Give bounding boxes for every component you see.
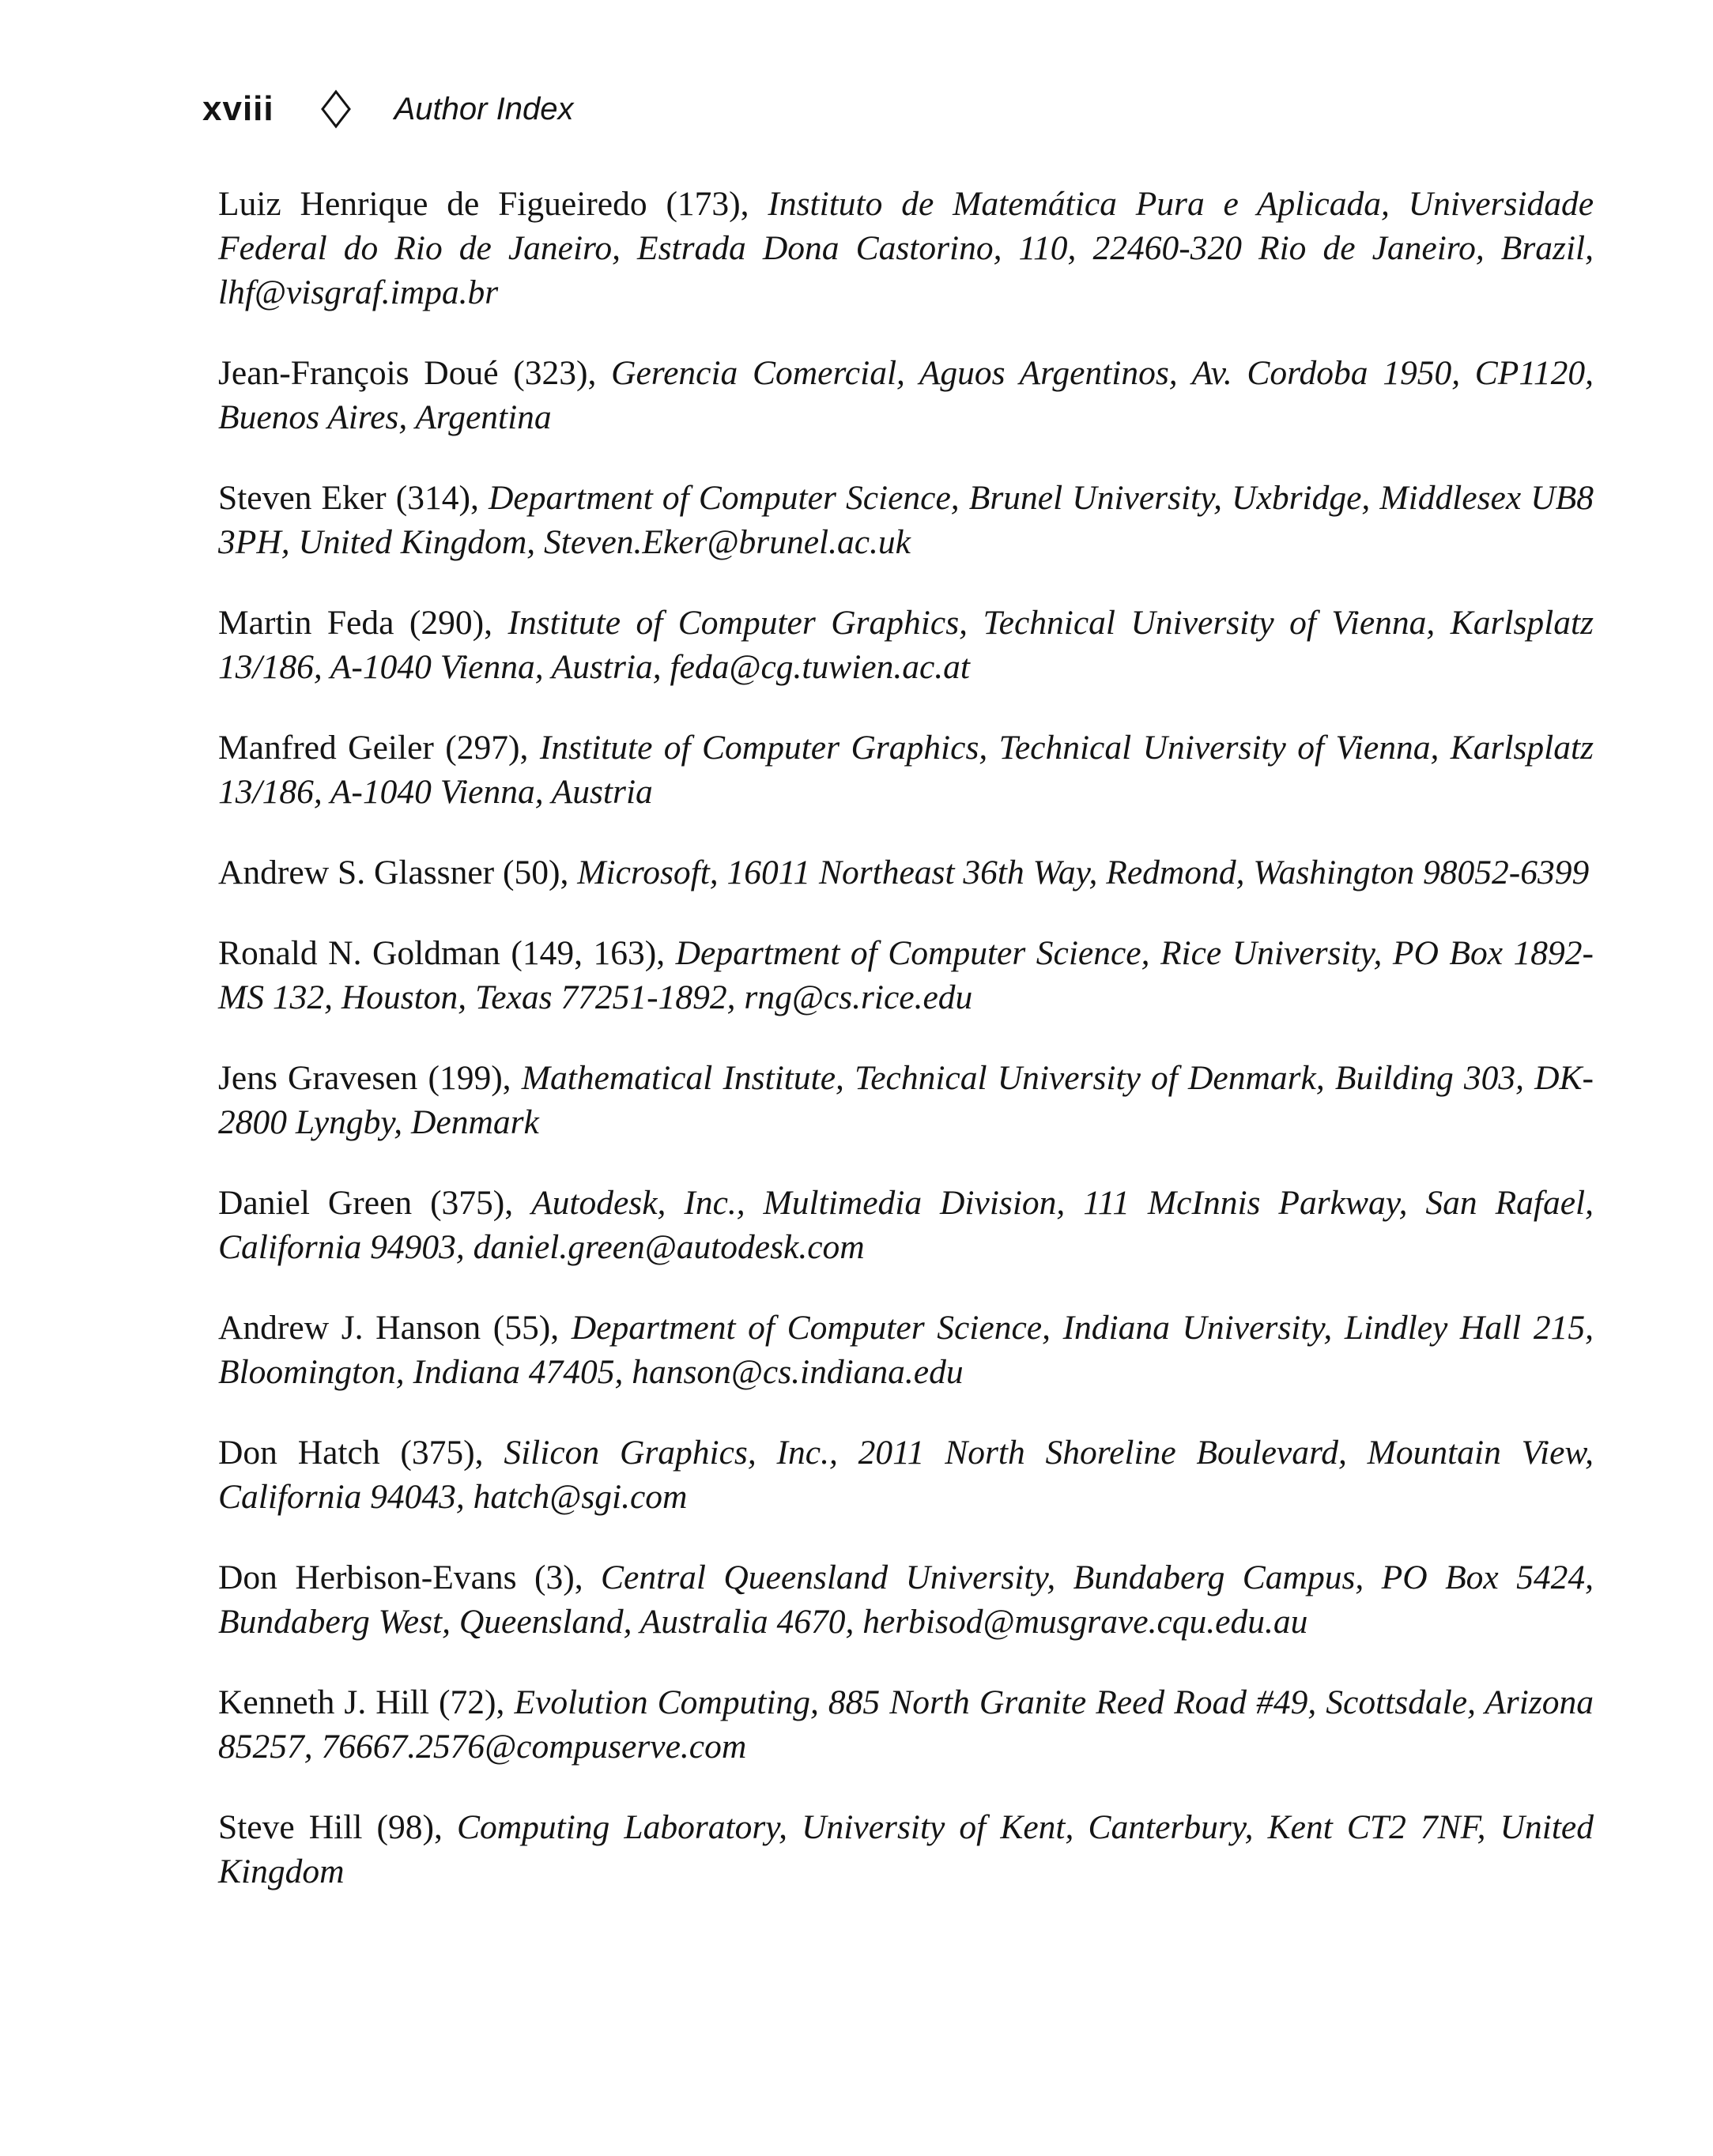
- author-affiliation: Institute of Computer Graphics, Technical University of Vienna, Karlsplatz 13/186, A-1040 Vienna, Austria: [218, 729, 1594, 811]
- author-name: Andrew J. Hanson: [218, 1309, 481, 1347]
- page-references: (323),: [513, 354, 597, 392]
- author-name: Luiz Henrique de Figueiredo: [218, 185, 647, 223]
- author-name: Don Herbison-Evans: [218, 1559, 517, 1596]
- author-affiliation: Gerencia Comercial, Aguos Argentinos, Av. Cordoba 1950, CP1120, Buenos Aires, Argentina: [218, 354, 1594, 436]
- author-affiliation: Evolution Computing, 885 North Granite Reed Road #49, Scottsdale, Arizona 85257, 76667.2576@compuserve.com: [218, 1683, 1594, 1766]
- author-name: Kenneth J. Hill: [218, 1683, 429, 1721]
- author-name: Jens Gravesen: [218, 1059, 418, 1097]
- author-affiliation: Microsoft, 16011 Northeast 36th Way, Redmond, Washington 98052-6399: [577, 854, 1590, 891]
- author-entry: [218, 182, 1594, 315]
- author-affiliation: Computing Laboratory, University of Kent, Canterbury, Kent CT2 7NF, United Kingdom: [218, 1808, 1594, 1890]
- author-entry: [218, 1181, 1594, 1269]
- author-name: Steve Hill: [218, 1808, 363, 1846]
- page-references: (55),: [492, 1309, 560, 1347]
- page-references: (375),: [400, 1434, 484, 1472]
- author-entry: [218, 1805, 1594, 1894]
- author-index-list: [218, 182, 1594, 1930]
- author-entry: [218, 351, 1594, 439]
- author-name: Manfred Geiler: [218, 729, 434, 767]
- page-references: (314),: [395, 479, 479, 517]
- author-affiliation: Autodesk, Inc., Multimedia Division, 111 McInnis Parkway, San Rafael, California 94903, daniel.green@autodesk.com: [218, 1184, 1594, 1266]
- author-affiliation: Mathematical Institute, Technical University of Denmark, Building 303, DK-2800 Lyngby, Denmark: [218, 1059, 1594, 1141]
- author-name: Steven Eker: [218, 479, 387, 517]
- page-references: (50),: [503, 854, 569, 891]
- author-entry: [218, 476, 1594, 564]
- page-number: xviii: [202, 89, 274, 128]
- page-references: (199),: [428, 1059, 511, 1097]
- author-affiliation: Instituto de Matemática Pura e Aplicada, Universidade Federal do Rio de Janeiro, Estrada Dona Castorino, 110, 22460-320 Rio de Janeiro, Brazil, lhf@visgraf.impa.br: [218, 185, 1594, 311]
- author-entry: [218, 601, 1594, 689]
- page-header: [202, 85, 573, 133]
- page-references: (290),: [409, 604, 492, 642]
- page-references: (72),: [439, 1683, 505, 1721]
- author-entry: [218, 1306, 1594, 1394]
- author-name: Don Hatch: [218, 1434, 380, 1472]
- section-title: Author Index: [394, 91, 574, 126]
- page-references: (173),: [666, 185, 749, 223]
- author-entry: [218, 1056, 1594, 1144]
- author-name: Ronald N. Goldman: [218, 934, 500, 972]
- author-entry: [218, 931, 1594, 1020]
- page-references: (3),: [534, 1559, 583, 1596]
- page-references: (98),: [376, 1808, 443, 1846]
- author-entry: [218, 726, 1594, 814]
- author-affiliation: Institute of Computer Graphics, Technical University of Vienna, Karlsplatz 13/186, A-1040 Vienna, Austria, feda@cg.tuwien.ac.at: [218, 604, 1594, 686]
- page-references: (297),: [445, 729, 529, 767]
- author-entry: [218, 850, 1594, 895]
- author-affiliation: Department of Computer Science, Indiana University, Lindley Hall 215, Bloomington, Indiana 47405, hanson@cs.indiana.edu: [218, 1309, 1594, 1391]
- author-name: Martin Feda: [218, 604, 394, 642]
- author-affiliation: Department of Computer Science, Rice University, PO Box 1892-MS 132, Houston, Texas 77251-1892, rng@cs.rice.edu: [218, 934, 1594, 1016]
- page-references: (375),: [430, 1184, 514, 1222]
- author-affiliation: Department of Computer Science, Brunel University, Uxbridge, Middlesex UB8 3PH, United Kingdom, Steven.Eker@brunel.ac.uk: [218, 479, 1594, 561]
- author-name: Andrew S. Glassner: [218, 854, 495, 891]
- author-entry: [218, 1680, 1594, 1769]
- author-entry: [218, 1555, 1594, 1644]
- author-affiliation: Central Queensland University, Bundaberg Campus, PO Box 5424, Bundaberg West, Queensland, Australia 4670, herbisod@musgrave.cqu.edu.au: [218, 1559, 1594, 1641]
- diamond-outline-icon: [320, 89, 352, 129]
- author-name: Daniel Green: [218, 1184, 413, 1222]
- author-entry: [218, 1430, 1594, 1519]
- author-affiliation: Silicon Graphics, Inc., 2011 North Shoreline Boulevard, Mountain View, California 94043, hatch@sgi.com: [218, 1434, 1594, 1516]
- page-references: (149, 163),: [511, 934, 666, 972]
- author-name: Jean-François Doué: [218, 354, 499, 392]
